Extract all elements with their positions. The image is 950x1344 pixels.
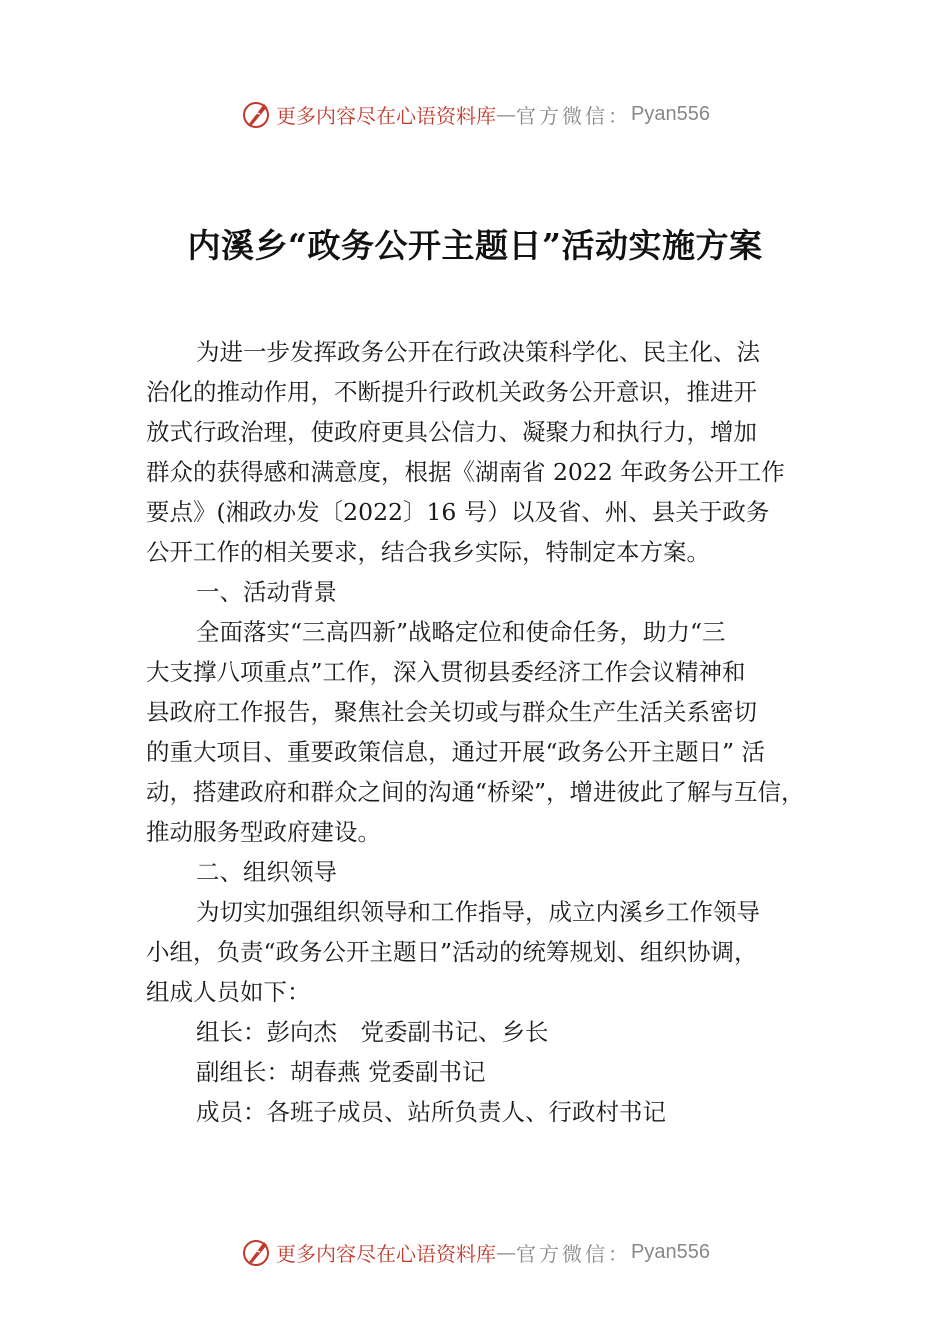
banner-site-text: 更多内容尽在心语资料库 [276,103,497,128]
banner-wechat-id: Pyan556 [631,102,710,125]
banner-wechat-id: Pyan556 [631,1240,710,1263]
banner-dash: — [496,102,517,126]
member-line: 组长：彭向杰 党委副书记、乡长 [196,1018,549,1046]
body-line: 组成人员如下： [146,978,311,1006]
body-line: 为进一步发挥政务公开在行政决策科学化、民主化、法 [196,338,760,366]
body-line: 要点》(湘政办发〔2022〕16 号）以及省、州、县关于政务 [146,498,770,526]
body-line: 的重大项目、重要政策信息，通过开展“政务公开主题日” 活 [146,738,765,766]
document-title: 内溪乡“政务公开主题日”活动实施方案 [187,226,763,265]
body-line: 动，搭建政府和群众之间的沟通“桥梁”，增进彼此了解与互信， [146,778,805,806]
body-line: 推动服务型政府建设。 [146,818,381,846]
body-line: 放式行政治理，使政府更具公信力、凝聚力和执行力，增加 [146,418,757,446]
banner-wechat-label: 官方微信： [516,103,632,128]
footer-banner [0,1232,950,1272]
quill-logo-icon [240,98,272,130]
header-banner [0,94,950,134]
section-heading: 二、组织领导 [196,858,337,886]
body-line: 治化的推动作用，不断提升行政机关政务公开意识，推进开 [146,378,757,406]
member-line: 成员：各班子成员、站所负责人、行政村书记 [196,1098,666,1126]
body-line: 大支撑八项重点”工作，深入贯彻县委经济工作会议精神和 [146,658,746,686]
body-line: 小组，负责“政务公开主题日”活动的统筹规划、组织协调， [146,938,758,966]
body-line: 县政府工作报告，聚焦社会关切或与群众生产生活关系密切 [146,698,757,726]
quill-logo-icon [240,1236,272,1268]
member-line: 副组长：胡春燕 党委副书记 [196,1058,486,1086]
banner-wechat-label: 官方微信： [516,1241,632,1266]
body-line: 群众的获得感和满意度，根据《湖南省 2022 年政务公开工作 [146,458,785,486]
section-heading: 一、活动背景 [196,578,337,606]
body-line: 公开工作的相关要求，结合我乡实际，特制定本方案。 [146,538,710,566]
body-line: 全面落实“三高四新”战略定位和使命任务，助力“三 [196,618,726,646]
document-body [146,332,836,1132]
body-line: 为切实加强组织领导和工作指导，成立内溪乡工作领导 [196,898,760,926]
banner-site-text: 更多内容尽在心语资料库 [276,1241,497,1266]
banner-dash: — [496,1240,517,1264]
